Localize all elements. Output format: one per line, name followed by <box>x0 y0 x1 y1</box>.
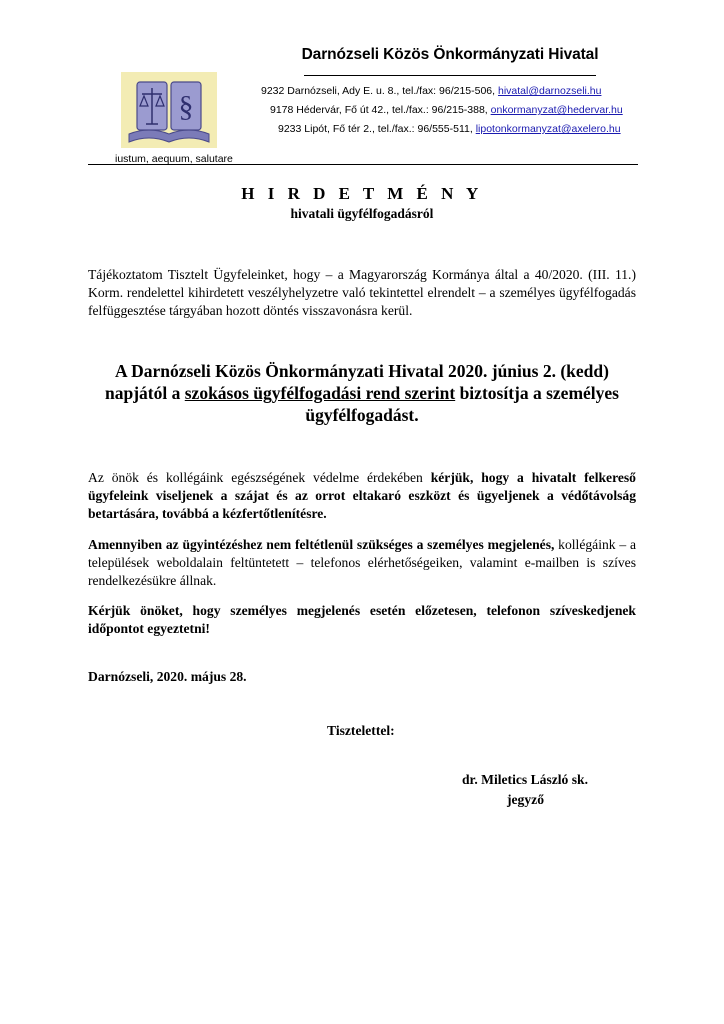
address-text: 9178 Hédervár, Fő út 42., tel./fax.: 96/215-388, <box>270 104 491 116</box>
address-darnozseli <box>261 85 601 97</box>
intro-paragraph: Tájékoztatom Tisztelt Ügyfeleinket, hogy – a Magyarország Kormánya által a 40/2020. (III. 11.) Korm. rendelettel kihirdetett veszélyhelyzetre való tekintettel elrendelt – a személyes ügyfélfogadás felfüggesztése tárgyában hozott döntés visszavonásra kerül. <box>88 267 636 318</box>
title-underline <box>304 75 596 76</box>
email-link[interactable]: onkormanyzat@hedervar.hu <box>490 104 623 116</box>
health-text: Az önök és kollégáink egészségének védelme érdekében <box>88 470 431 485</box>
org-name: Darnózseli Közös Önkormányzati Hivatal <box>301 46 599 63</box>
coat-of-arms-icon <box>121 72 217 148</box>
address-text: 9232 Darnózseli, Ady E. u. 8., tel./fax: 96/215-506, <box>261 85 498 97</box>
contact-condition: Amennyiben az ügyintézéshez nem feltétlenül szükséges a személyes megjelenés, <box>88 537 555 552</box>
announcement <box>88 360 636 426</box>
notice-subtitle: hivatali ügyfélfogadásról <box>290 206 434 221</box>
motto: iustum, aequum, salutare <box>115 153 233 165</box>
email-link[interactable]: lipotonkormanyzat@axelero.hu <box>475 123 621 135</box>
signature-block <box>462 770 632 810</box>
greeting: Tisztelettel: <box>327 723 395 738</box>
document-date: Darnózseli, 2020. május 28. <box>88 669 247 684</box>
notice-title: H I R D E T M É N Y <box>241 184 483 203</box>
announcement-underlined: szokásos ügyfélfogadási rend szerint <box>184 383 456 403</box>
appointment-paragraph: Kérjük önöket, hogy személyes megjelenés esetén előzetesen, telefonon szíveskedjenek időpontot egyeztetni! <box>88 603 636 636</box>
address-text: 9233 Lipót, Fő tér 2., tel./fax.: 96/555-511, <box>278 123 476 135</box>
svg-text:§: § <box>178 90 194 123</box>
health-paragraph <box>88 469 636 523</box>
signer-name: dr. Miletics László sk. <box>462 772 588 787</box>
signer-role: jegyző <box>507 792 544 807</box>
health-request: kérjük, hogy a hivatalt felkereső ügyfeleink viseljenek a szájat és az orrot eltakaró eszközt és ügyeljenek a védőtávolság betartására, továbbá a kézfertőtlenítésre. <box>88 470 636 521</box>
address-hedervar <box>270 104 623 116</box>
header-divider <box>88 164 638 165</box>
announcement-text: biztosítja a személyes ügyfélfogadást. <box>305 383 619 425</box>
announcement-text: A Darnózseli Közös Önkormányzati Hivatal 2020. június 2. (kedd) napjától a <box>105 361 609 403</box>
address-lipot <box>278 123 621 135</box>
contact-text: kollégáink – a települések weboldalain feltüntetett – telefonos elérhetőségeiken, valamint e-mailben is szíves rendelkezésükre állnak. <box>88 537 636 588</box>
email-link[interactable]: hivatal@darnozseli.hu <box>497 85 602 97</box>
contact-paragraph <box>88 536 636 590</box>
